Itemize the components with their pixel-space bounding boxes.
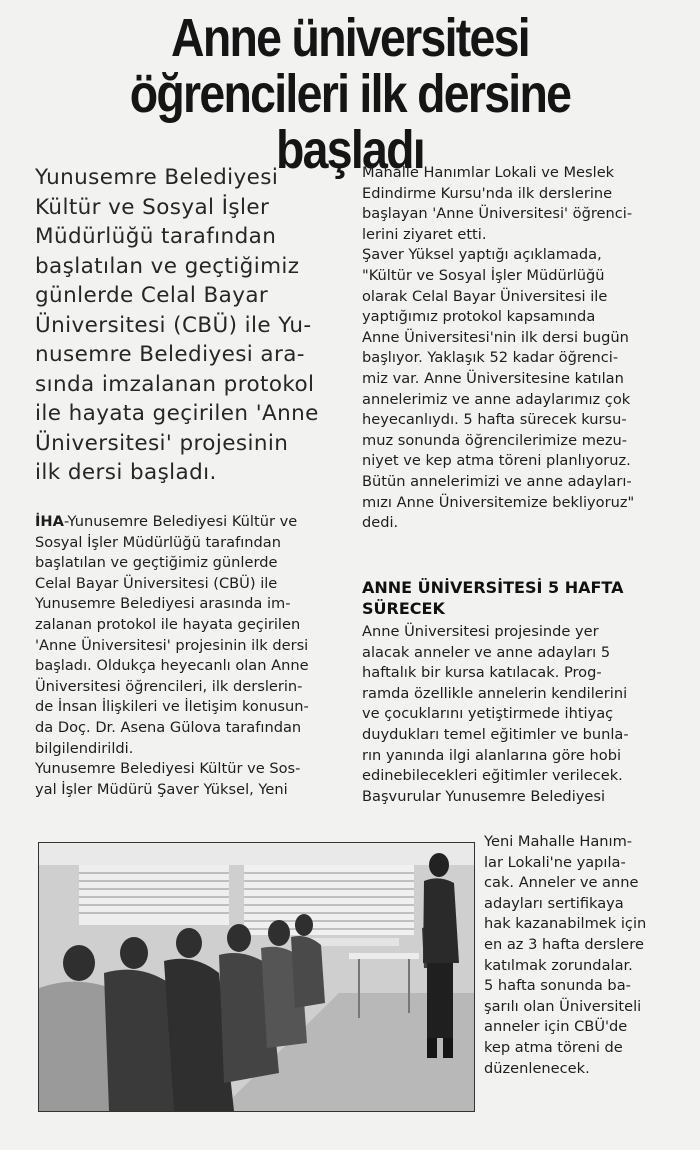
window-blinds-right — [244, 865, 414, 935]
classroom-photo-image — [39, 843, 474, 1111]
photo-ceiling — [39, 843, 474, 865]
body-column-right-bottom: Yeni Mahalle Hanım- lar Lokali'ne yapıla- cak. Anneler ve anne adayları sertifikaya hak kazanabilmek için en az 3 hafta derslere katılmak zorundalar. 5 hafta sonunda ba- şarılı olan Üniversiteli anneler için CBÜ'de kep atma töreni de düzenlenecek. — [484, 833, 647, 1077]
body-column-right-middle: Anne Üniversitesi projesinde yer alacak anneler ve anne adayları 5 haftalık bir kursa katılacak. Prog- ramda özellikle annelerin kendilerini ve çocuklarını yetiştirmede ihtiyaç duydukları temel eğitimler ve bunla- rın yanında ilgi alanlarına göre hobi edinebilecekleri eğitimler verilecek. Başvurular Yunusemre Belediyesi — [362, 623, 629, 805]
headline-line-1: Anne üniversitesi — [171, 8, 529, 68]
classroom-photo — [38, 842, 475, 1112]
body-left-text: -Yunusemre Belediyesi Kültür ve Sosyal İşler Müdürlüğü tarafından başlatılan ve geçtiğimiz günlerde Celal Bayar Üniversitesi (CBÜ) ile Yunusemre Belediyesi arasında im- zalanan protokol ile hayata geçirilen 'Anne Üniversitesi' projesinin ilk dersi başladı. Oldukça heyecanlı olan Anne Üniversitesi öğrencileri, ilk derslerin- de İnsan İlişkileri ve İletişim konusun- da Doç. Dr. Asena Gülova tarafından bilgilendirildi. Yunusemre Belediyesi Kültür ve Sos- yal İşler Müdürü Şaver Yüksel, Yeni — [35, 513, 309, 798]
section-subheading: ANNE ÜNİVERSİTESİ 5 HAFTA SÜRECEK — [362, 578, 624, 618]
lede-paragraph: Yunusemre Belediyesi Kültür ve Sosyal İşler Müdürlüğü tarafından başlatılan ve geçtiğimiz günlerde Celal Bayar Üniversitesi (CBÜ) ile Yu- nusemre Belediyesi ara- sında imzalanan protokol ile hayata geçirilen 'Anne Üniversitesi' projesinin ilk dersi başladı. — [35, 165, 319, 485]
headline — [66, 10, 634, 178]
window-blinds-left — [79, 865, 229, 925]
headline-line-2: öğrencileri ilk dersine başladı — [129, 64, 571, 180]
agency-label: İHA — [35, 513, 64, 530]
body-column-right-top: Mahalle Hanımlar Lokali ve Meslek Edindirme Kursu'nda ilk derslerine başlayan 'Anne Üniversitesi' öğrenci- lerini ziyaret etti. Şaver Yüksel yaptığı açıklamada, "Kültür ve Sosyal İşler Müdürlüğü olarak Celal Bayar Üniversitesi ile yaptığımız protokol kapsamında Anne Üniversitesi'nin ilk dersi bugün başlıyor. Yaklaşık 52 kadar öğrenci- miz var. Anne Üniversitesine katılan annelerimiz ve anne adaylarımız çok heyecanlıydı. 5 hafta sürecek kursu- muz sonunda öğrencilerimize mezu- niyet ve kep atma töreni planlıyoruz. Bütün annelerimizi ve anne adayları- mızı Anne Üniversitemize bekliyoruz" dedi. — [362, 164, 635, 532]
body-column-left — [35, 512, 335, 800]
photo-table — [309, 938, 399, 946]
